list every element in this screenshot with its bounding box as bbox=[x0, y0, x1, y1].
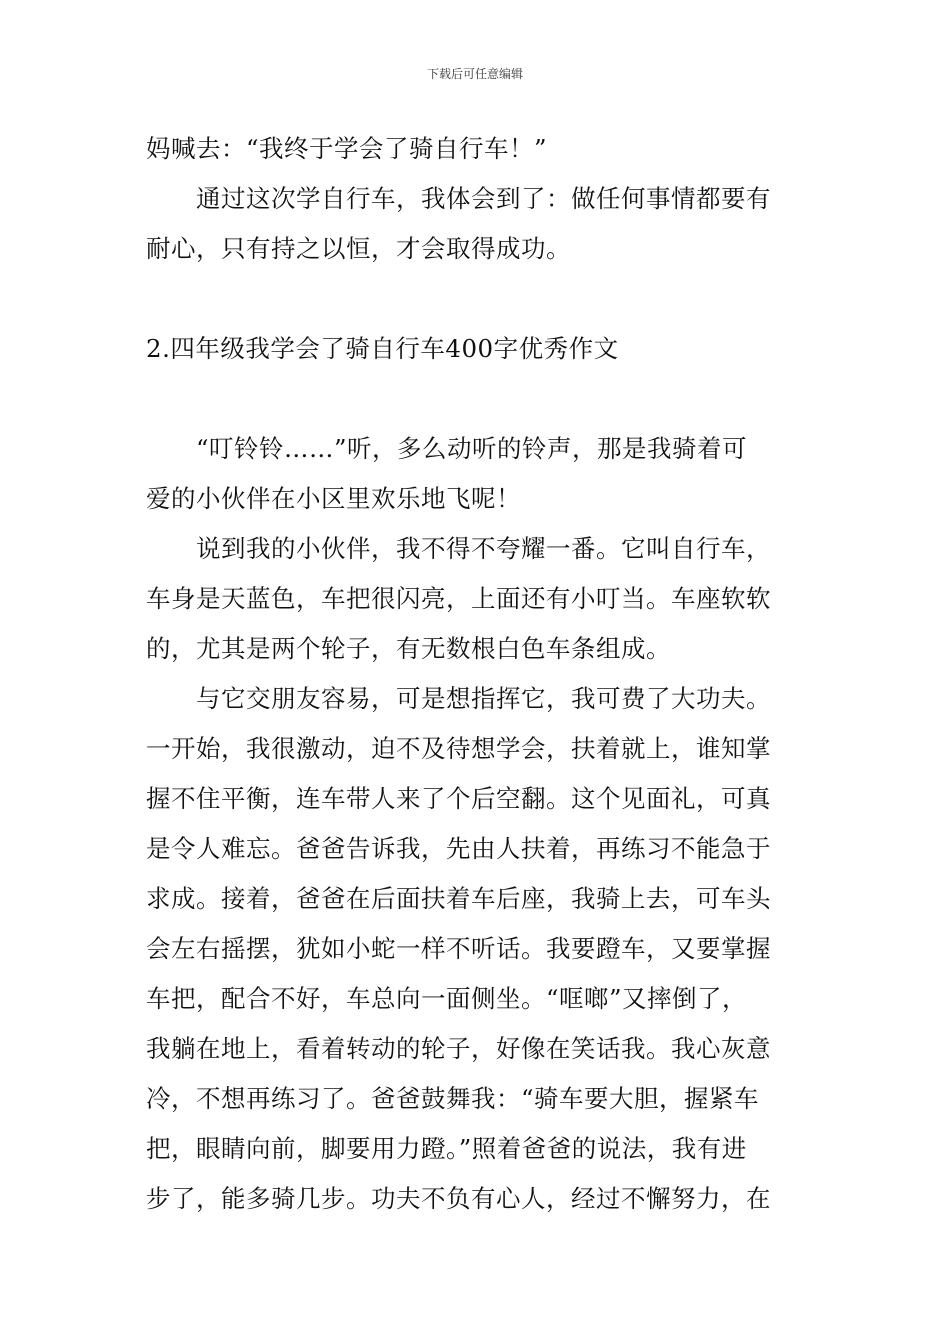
paragraph-line: 是令人难忘。爸爸告诉我，先由人扶着，再练习不能急于 bbox=[146, 834, 771, 863]
paragraph-line: 把，眼睛向前，脚要用力蹬。”照着爸爸的说法，我有进 bbox=[146, 1134, 747, 1163]
paragraph-line: 车身是天蓝色，车把很闪亮，上面还有小叮当。车座软软 bbox=[146, 584, 771, 613]
paragraph-line: 的，尤其是两个轮子，有无数根白色车条组成。 bbox=[146, 634, 671, 663]
document-body bbox=[146, 124, 811, 1224]
blank-line bbox=[146, 274, 811, 324]
page-header: 下载后可任意编辑 bbox=[426, 67, 523, 81]
blank-line bbox=[146, 374, 811, 424]
paragraph-line: 耐心，只有持之以恒，才会取得成功。 bbox=[146, 234, 571, 263]
paragraph-line: “叮铃铃……”听，多么动听的铃声，那是我骑着可 bbox=[196, 434, 748, 463]
paragraph-line: 会左右摇摆，犹如小蛇一样不听话。我要蹬车，又要掌握 bbox=[146, 934, 771, 963]
paragraph-line: 妈喊去：“我终于学会了骑自行车！” bbox=[146, 134, 548, 163]
paragraph-line: 一开始，我很激动，迫不及待想学会，扶着就上，谁知掌 bbox=[146, 734, 771, 763]
paragraph-line: 爱的小伙伴在小区里欢乐地飞呢！ bbox=[146, 484, 521, 513]
paragraph-line: 车把，配合不好，车总向一面侧坐。“哐啷”又摔倒了， bbox=[146, 984, 748, 1013]
paragraph-line: 求成。接着，爸爸在后面扶着车后座，我骑上去，可车头 bbox=[146, 884, 771, 913]
paragraph-line: 握不住平衡，连车带人来了个后空翻。这个见面礼，可真 bbox=[146, 784, 771, 813]
paragraph-line: 步了，能多骑几步。功夫不负有心人，经过不懈努力，在 bbox=[146, 1184, 771, 1213]
paragraph-line: 与它交朋友容易，可是想指挥它，我可费了大功夫。 bbox=[196, 684, 771, 713]
paragraph-line: 冷，不想再练习了。爸爸鼓舞我：“骑车要大胆，握紧车 bbox=[146, 1084, 760, 1113]
paragraph-line: 说到我的小伙伴，我不得不夸耀一番。它叫自行车， bbox=[196, 534, 771, 563]
paragraph-line: 通过这次学自行车，我体会到了：做任何事情都要有 bbox=[196, 184, 771, 213]
section-heading: 2.四年级我学会了骑自行车400字优秀作文 bbox=[146, 334, 619, 363]
paragraph-line: 我躺在地上，看着转动的轮子，好像在笑话我。我心灰意 bbox=[146, 1034, 771, 1063]
